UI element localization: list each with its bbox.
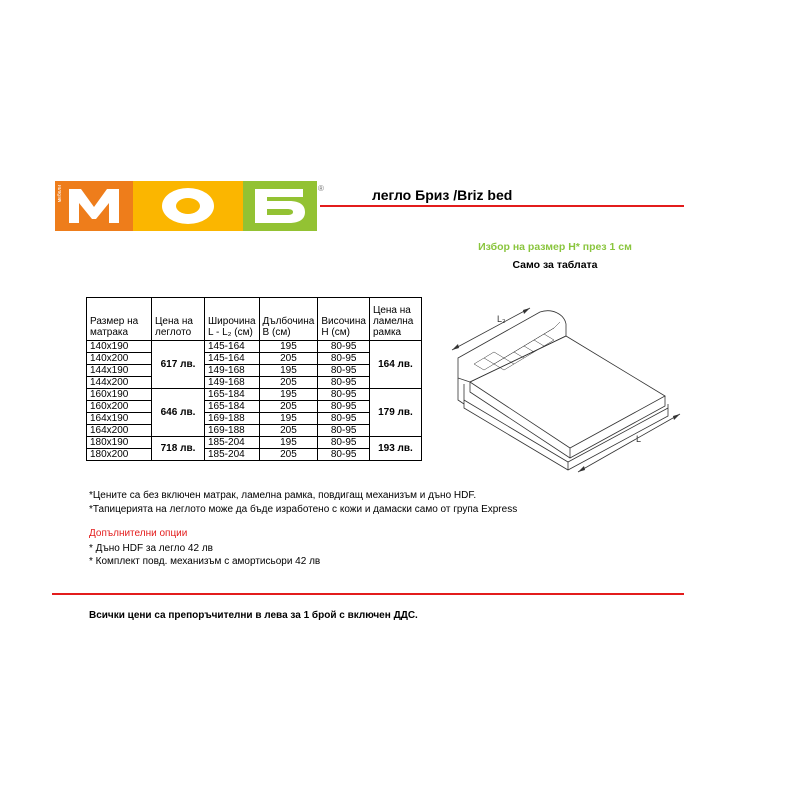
bed-drawing: [440, 300, 685, 475]
extra-option-item: * Комплект повд. механизъм с амортисьори 42 лв: [89, 556, 321, 567]
table-row: [87, 341, 422, 353]
dimension-arrow-l: [578, 414, 680, 472]
bed-frame: [464, 384, 668, 470]
header-divider: [320, 205, 684, 207]
mob-logo: [55, 181, 317, 231]
header-width: Широчина L - L₂ (см): [205, 298, 260, 341]
cell-mattress: 160x190: [87, 389, 152, 401]
note-line: *Цените са без включен матрак, ламелна рамка, повдигащ механизъм и дъно HDF.: [89, 490, 477, 501]
label-l: L: [636, 434, 642, 444]
footer-note: Всички цени са препоръчителни в лева за 1 брой с включен ДДС.: [89, 610, 418, 621]
cell-height: 80-95: [318, 353, 370, 365]
cell-frame-price: 164 лв.: [369, 341, 421, 389]
header-bed-price: Цена на леглото: [152, 298, 205, 341]
extra-option-item: * Дъно HDF за легло 42 лв: [89, 543, 213, 554]
cell-depth: 195: [259, 365, 318, 377]
price-table: [86, 297, 422, 461]
size-note-headboard: Само за таблата: [512, 259, 598, 271]
cell-mattress: 164x200: [87, 425, 152, 437]
cell-mattress: 144x190: [87, 365, 152, 377]
cell-width: 149-168: [205, 365, 260, 377]
cell-width: 165-184: [205, 401, 260, 413]
cell-height: 80-95: [318, 377, 370, 389]
cell-mattress: 180x190: [87, 437, 152, 449]
cell-mattress: 144x200: [87, 377, 152, 389]
cell-height: 80-95: [318, 341, 370, 353]
header-depth: Дълбочина B (см): [259, 298, 318, 341]
cell-bed-price: 617 лв.: [152, 341, 205, 389]
cell-depth: 205: [259, 377, 318, 389]
cell-mattress: 160x200: [87, 401, 152, 413]
logo-side-text: мебели: [57, 185, 63, 203]
cell-depth: 205: [259, 449, 318, 461]
table-row: [87, 389, 422, 401]
cell-depth: 195: [259, 413, 318, 425]
label-l2: L₂: [497, 314, 506, 324]
cell-height: 80-95: [318, 401, 370, 413]
size-note: Избор на размер H* през 1 см: [478, 241, 632, 253]
header-height: Височина H (см): [318, 298, 370, 341]
mattress-top: [470, 336, 665, 448]
header-mattress-size: Размер на матрака: [87, 298, 152, 341]
cell-width: 185-204: [205, 449, 260, 461]
headboard-tufting: [474, 322, 560, 370]
cell-depth: 195: [259, 341, 318, 353]
cell-height: 80-95: [318, 425, 370, 437]
logo-letter-b-icon: [243, 181, 317, 231]
cell-height: 80-95: [318, 449, 370, 461]
table-row: [87, 437, 422, 449]
product-title: легло Бриз /Briz bed: [372, 187, 513, 203]
cell-height: 80-95: [318, 413, 370, 425]
cell-mattress: 140x190: [87, 341, 152, 353]
table-header-row: [87, 298, 422, 341]
cell-depth: 205: [259, 353, 318, 365]
cell-mattress: 140x200: [87, 353, 152, 365]
price-notes: [89, 489, 517, 517]
logo-tile-b: [243, 181, 317, 231]
footer-divider: [52, 593, 684, 595]
cell-width: 145-164: [205, 341, 260, 353]
cell-depth: 205: [259, 425, 318, 437]
dimension-arrow-l2: [452, 308, 530, 350]
cell-depth: 195: [259, 389, 318, 401]
logo-letter-m-icon: [55, 181, 133, 231]
cell-height: 80-95: [318, 389, 370, 401]
cell-depth: 205: [259, 401, 318, 413]
cell-height: 80-95: [318, 437, 370, 449]
cell-width: 185-204: [205, 437, 260, 449]
cell-mattress: 164x190: [87, 413, 152, 425]
cell-frame-price: 193 лв.: [369, 437, 421, 461]
cell-width: 149-168: [205, 377, 260, 389]
cell-bed-price: 718 лв.: [152, 437, 205, 461]
cell-mattress: 180x200: [87, 449, 152, 461]
cell-height: 80-95: [318, 365, 370, 377]
extra-options-list: [89, 542, 320, 568]
cell-width: 169-188: [205, 425, 260, 437]
logo-tile-m: [55, 181, 133, 231]
headboard: [458, 311, 566, 382]
cell-width: 145-164: [205, 353, 260, 365]
cell-depth: 195: [259, 437, 318, 449]
cell-width: 169-188: [205, 413, 260, 425]
note-line: *Тапицерията на леглото може да бъде изработено с кожи и дамаски само от група Express: [89, 504, 518, 515]
logo-letter-o-icon: [133, 181, 243, 231]
logo-registered-mark: ®: [318, 184, 324, 193]
extra-options-title: Допълнителни опции: [89, 528, 188, 539]
cell-bed-price: 646 лв.: [152, 389, 205, 437]
cell-width: 165-184: [205, 389, 260, 401]
cell-frame-price: 179 лв.: [369, 389, 421, 437]
logo-tile-o: [133, 181, 243, 231]
header-frame-price: Цена на ламелна рамка: [369, 298, 421, 341]
